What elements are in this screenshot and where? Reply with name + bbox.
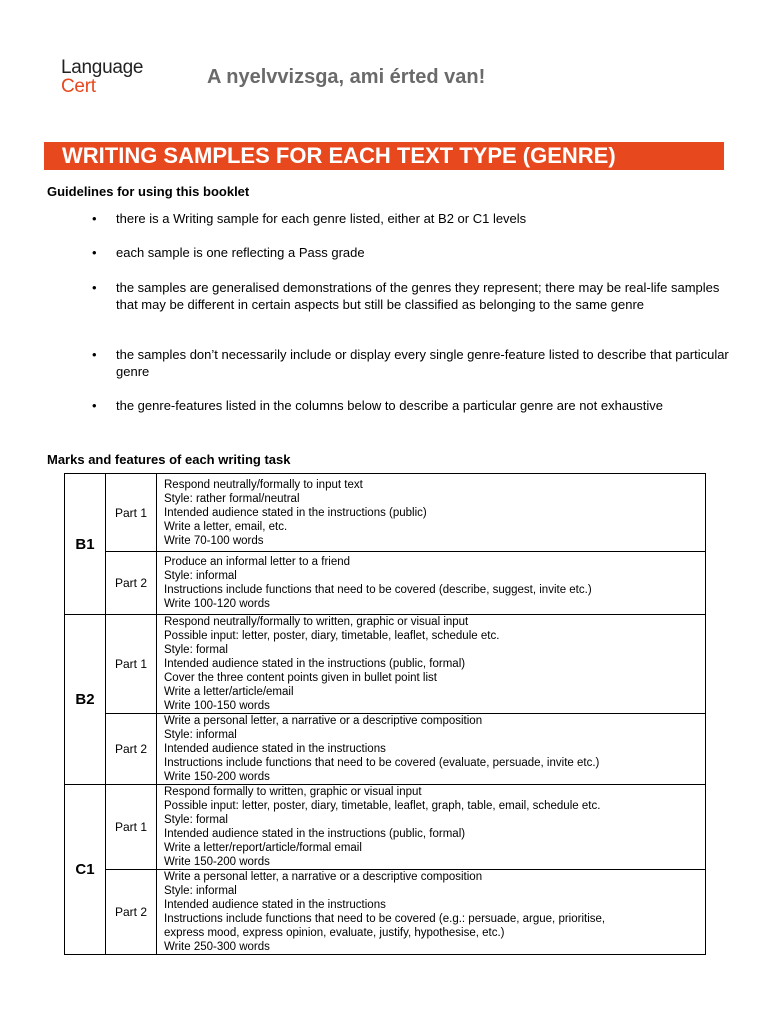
- description-cell: [157, 552, 706, 615]
- description-line: Write 100-120 words: [164, 598, 270, 610]
- description-line: Write 150-200 words: [164, 856, 270, 868]
- description-line: Style: informal: [164, 729, 237, 741]
- description-cell: [157, 474, 706, 552]
- bullet-icon: •: [92, 280, 97, 295]
- part-cell: Part 1: [106, 474, 157, 552]
- table-row: [65, 870, 706, 955]
- list-item-text: the genre-features listed in the columns below to describe a particular genre are not exhaustive: [116, 398, 664, 413]
- table-row: [65, 552, 706, 615]
- level-cell: B1: [65, 474, 106, 615]
- description-line: Write 150-200 words: [164, 771, 270, 783]
- bullet-icon: •: [92, 211, 97, 226]
- description-line: Style: informal: [164, 570, 237, 582]
- description-line: Style: informal: [164, 885, 237, 897]
- logo-text-language: Language: [61, 57, 144, 78]
- description-line: Respond neutrally/formally to input text: [164, 478, 363, 491]
- list-item: [92, 398, 732, 415]
- description-line: Style: formal: [164, 814, 228, 826]
- header-tagline: A nyelvvizsga, ami érted van!: [207, 66, 486, 88]
- languagecert-logo: [61, 58, 143, 96]
- description-line: Write 70-100 words: [164, 534, 264, 547]
- list-item-text: each sample is one reflecting a Pass grade: [116, 245, 365, 260]
- description-line: Intended audience stated in the instructions: [164, 899, 386, 911]
- bullet-icon: •: [92, 245, 97, 260]
- title-banner: [44, 142, 724, 170]
- description-line: Instructions include functions that need to be covered (evaluate, persuade, invite etc.): [164, 757, 600, 769]
- description-line: Style: formal: [164, 644, 228, 656]
- table-row: [65, 615, 706, 714]
- part-cell: Part 1: [106, 615, 157, 714]
- description-line: Write a personal letter, a narrative or a descriptive composition: [164, 871, 483, 883]
- description-cell: [157, 714, 706, 785]
- list-item: [92, 280, 732, 313]
- description-line: Write a personal letter, a narrative or a descriptive composition: [164, 715, 483, 727]
- description-line: Intended audience stated in the instructions (public, formal): [164, 828, 466, 840]
- description-cell: [157, 615, 706, 714]
- table-row: [65, 785, 706, 870]
- description-line: Style: rather formal/neutral: [164, 492, 300, 505]
- level-cell: B2: [65, 615, 106, 785]
- description-cell: [157, 785, 706, 870]
- description-line: Intended audience stated in the instructions: [164, 743, 386, 755]
- description-line: Produce an informal letter to a friend: [164, 556, 351, 568]
- description-line: Write 100-150 words: [164, 700, 270, 712]
- part-cell: Part 2: [106, 870, 157, 955]
- guidelines-heading: Guidelines for using this booklet: [47, 184, 250, 199]
- description-line: Instructions include functions that need to be covered (e.g.: persuade, argue, prioritise,: [164, 913, 606, 925]
- bullet-icon: •: [92, 398, 97, 413]
- description-line: express mood, express opinion, evaluate, justify, hypothesise, etc.): [164, 927, 505, 939]
- table-row: [65, 474, 706, 552]
- list-item-text: there is a Writing sample for each genre listed, either at B2 or C1 levels: [116, 211, 527, 226]
- part-cell: Part 2: [106, 552, 157, 615]
- description-line: Write a letter/article/email: [164, 686, 294, 698]
- description-line: Write a letter/report/article/formal email: [164, 842, 362, 854]
- description-line: Cover the three content points given in bullet point list: [164, 672, 437, 684]
- part-cell: Part 2: [106, 714, 157, 785]
- marks-table: [64, 473, 706, 955]
- description-line: Respond neutrally/formally to written, graphic or visual input: [164, 616, 469, 628]
- description-line: Possible input: letter, poster, diary, timetable, leaflet, graph, table, email, schedule etc.: [164, 800, 601, 812]
- description-line: Write 250-300 words: [164, 941, 270, 953]
- list-item: [92, 347, 732, 380]
- level-cell: C1: [65, 785, 106, 955]
- description-cell: [157, 870, 706, 955]
- description-line: Write a letter, email, etc.: [164, 520, 288, 533]
- description-line: Intended audience stated in the instructions (public, formal): [164, 658, 466, 670]
- description-line: Possible input: letter, poster, diary, timetable, leaflet, schedule etc.: [164, 630, 500, 642]
- description-line: Intended audience stated in the instructions (public): [164, 506, 427, 519]
- marks-heading: Marks and features of each writing task: [47, 452, 291, 467]
- bullet-icon: •: [92, 347, 97, 362]
- list-item-text: the samples don’t necessarily include or display every single genre-feature listed to describe that particular genre: [116, 347, 729, 379]
- description-line: Instructions include functions that need to be covered (describe, suggest, invite etc.): [164, 584, 592, 596]
- list-item-text: the samples are generalised demonstrations of the genres they represent; there may be real-life samples that may be different in certain aspects but still be classified as belonging to the same genre: [116, 280, 720, 312]
- list-item: [92, 211, 732, 228]
- table-row: [65, 714, 706, 785]
- logo-text-cert: Cert: [61, 76, 96, 97]
- list-item: [92, 245, 732, 262]
- page-title: WRITING SAMPLES FOR EACH TEXT TYPE (GENRE): [62, 143, 616, 168]
- description-line: Respond formally to written, graphic or visual input: [164, 786, 422, 798]
- part-cell: Part 1: [106, 785, 157, 870]
